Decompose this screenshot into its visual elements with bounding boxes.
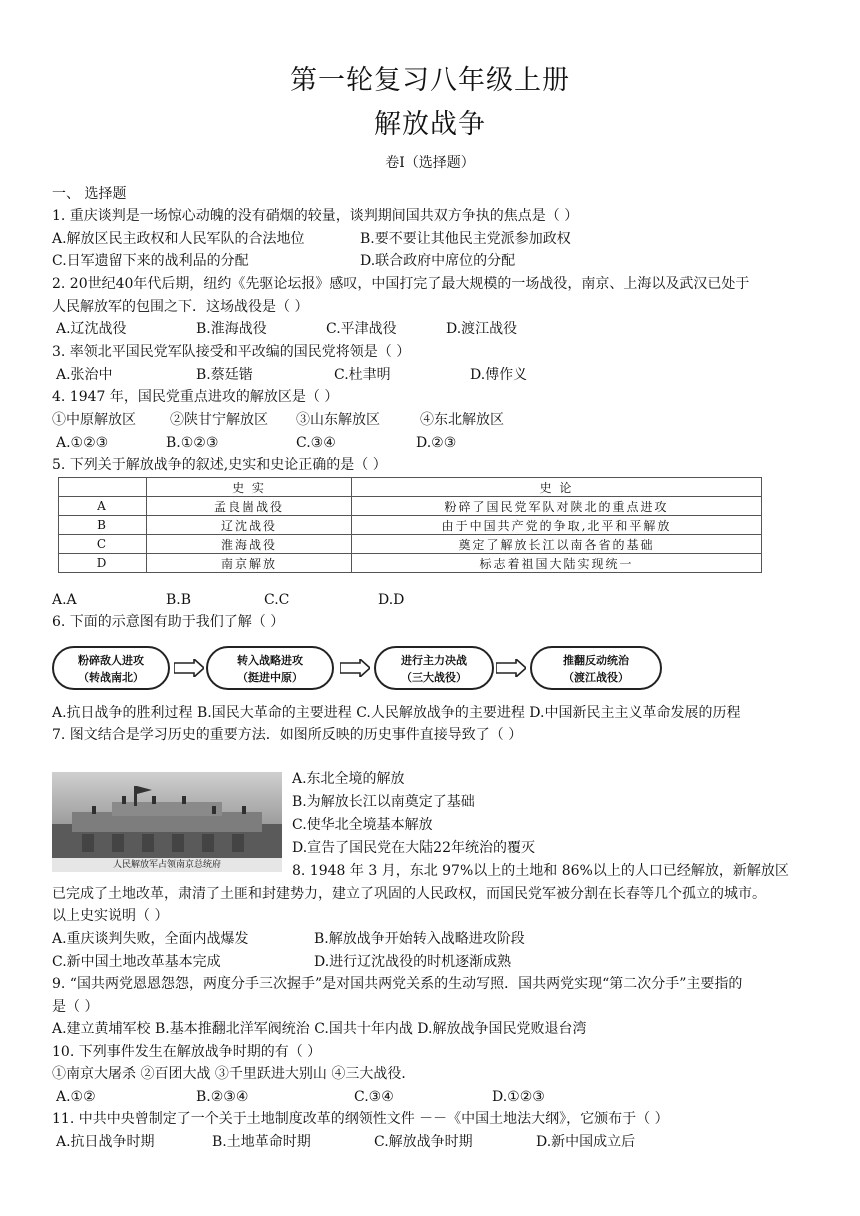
document-subtitle: 解放战争 <box>374 109 486 140</box>
q4-item-2: ②陕甘宁解放区 <box>170 412 268 428</box>
q4-stem: 4. 1947 年，国民党重点进攻的解放区是（ ） <box>52 389 339 405</box>
table-cell: 由于中国共产党的争取,北平和平解放 <box>352 516 762 535</box>
q2-stem-line1: 2. 20世纪40年代后期，纽约《先驱论坛报》感叹，中国打完了最大规模的一场战役，南京、上海以及武汉已处于 <box>52 276 750 292</box>
q7-option-c: C.使华北全境基本解放 <box>292 817 433 833</box>
table-cell: 粉碎了国民党军队对陕北的重点进攻 <box>352 497 762 516</box>
flow-step-title: 转入战略进攻 <box>237 654 303 667</box>
q9-stem-line2: 是（ ） <box>52 999 99 1015</box>
table-cell: A <box>59 497 147 516</box>
q3-stem: 3. 率领北平国民党军队接受和平改编的国民党将领是（ ） <box>52 344 411 360</box>
table-header-cell: 史 论 <box>352 478 762 497</box>
table-header-row <box>59 478 762 497</box>
q11-option-d: D.新中国成立后 <box>536 1134 636 1150</box>
photo-caption: 人民解放军占领南京总统府 <box>52 858 282 872</box>
double-arrow-icon <box>340 659 370 677</box>
table-header-cell <box>59 478 147 497</box>
q4-option-c: C.③④ <box>296 435 336 451</box>
q11-stem: 11. 中共中央曾制定了一个关于土地制度改革的纲领性文件 －－《中国土地法大纲》，它颁布于（ ） <box>52 1111 669 1127</box>
table-row <box>59 554 762 573</box>
table-cell: 淮海战役 <box>147 535 352 554</box>
q4-item-4: ④东北解放区 <box>420 412 504 428</box>
flow-step-2 <box>206 646 334 690</box>
q1-stem: 1. 重庆谈判是一场惊心动魄的没有硝烟的较量，谈判期间国共双方争执的焦点是（ ） <box>52 208 579 224</box>
table-cell: B <box>59 516 147 535</box>
q11-option-c: C.解放战争时期 <box>374 1134 473 1150</box>
q6-flow-diagram <box>52 646 672 694</box>
q2-option-a: A.辽沈战役 <box>56 321 127 337</box>
q4-option-a: A.①②③ <box>56 435 109 451</box>
q8-option-d: D.进行辽沈战役的时机逐渐成熟 <box>314 954 512 970</box>
q6-stem: 6. 下面的示意图有助于我们了解（ ） <box>52 614 285 630</box>
q5-option-a: A.A <box>52 592 77 608</box>
q4-option-d: D.②③ <box>416 435 457 451</box>
q10-option-b: B.②③④ <box>196 1089 249 1105</box>
table-cell: D <box>59 554 147 573</box>
q1-option-c: C.日军遗留下来的战利品的分配 <box>52 253 249 269</box>
q3-option-c: C.杜聿明 <box>334 367 391 383</box>
q10-option-d: D.①②③ <box>492 1089 545 1105</box>
q4-item-1: ①中原解放区 <box>52 412 136 428</box>
table-cell: 标志着祖国大陆实现统一 <box>352 554 762 573</box>
q3-option-b: B.蔡廷锴 <box>196 367 253 383</box>
q7-stem: 7. 图文结合是学习历史的重要方法．如图所反映的历史事件直接导致了（ ） <box>52 727 523 743</box>
q7-photo <box>52 772 282 872</box>
q1-option-b: B.要不要让其他民主党派参加政权 <box>360 231 571 247</box>
q4-item-3: ③山东解放区 <box>296 412 380 428</box>
q1-option-a: A.解放区民主政权和人民军队的合法地位 <box>52 231 305 247</box>
flow-step-note: （渡江战役） <box>563 671 629 684</box>
section-heading: 一、 选择题 <box>52 186 127 202</box>
table-header-cell: 史 实 <box>147 478 352 497</box>
flow-step-4 <box>530 646 662 690</box>
q9-options: A.建立黄埔军校 B.基本推翻北洋军阀统治 C.国共十年内战 D.解放战争国民党败退台湾 <box>52 1021 587 1037</box>
q9-stem-line1: 9. “国共两党恩恩怨怨，两度分手三次握手”是对国共两党关系的生动写照．国共两党实现“第二次分手”主要指的 <box>52 976 743 992</box>
q11-option-b: B.土地革命时期 <box>212 1134 311 1150</box>
flow-step-note: （三大战役） <box>401 671 467 684</box>
q8-option-c: C.新中国土地改革基本完成 <box>52 954 221 970</box>
flow-step-note: （转战南北） <box>78 671 144 684</box>
table-row <box>59 516 762 535</box>
flow-step-3 <box>374 646 494 690</box>
q5-option-d: D.D <box>378 592 405 608</box>
q7-option-b: B.为解放长江以南奠定了基础 <box>292 794 475 810</box>
q8-option-a: A.重庆谈判失败，全面内战爆发 <box>52 931 249 947</box>
double-arrow-icon <box>174 659 204 677</box>
q5-option-c: C.C <box>264 592 290 608</box>
table-cell: 南京解放 <box>147 554 352 573</box>
flow-step-note: （挺进中原） <box>237 671 303 684</box>
q8-stem-line1: 8. 1948 年 3 月，东北 97%以上的土地和 86%以上的人口已经解放，新解放区 <box>292 863 789 879</box>
q2-stem-line2: 人民解放军的包围之下．这场战役是（ ） <box>52 299 309 315</box>
q2-option-c: C.平津战役 <box>326 321 397 337</box>
q10-items: ①南京大屠杀 ②百团大战 ③千里跃进大别山 ④三大战役． <box>52 1066 416 1082</box>
q2-option-d: D.渡江战役 <box>446 321 518 337</box>
q10-option-a: A.①② <box>56 1089 96 1105</box>
q3-option-a: A.张治中 <box>56 367 113 383</box>
q10-stem: 10. 下列事件发生在解放战争时期的有（ ） <box>52 1044 322 1060</box>
q8-stem-line3: 以上史实说明（ ） <box>52 908 169 924</box>
flow-step-title: 推翻反动统治 <box>563 654 629 667</box>
q5-stem: 5. 下列关于解放战争的叙述,史实和史论正确的是（ ） <box>52 457 387 473</box>
table-cell: 奠定了解放长江以南各省的基础 <box>352 535 762 554</box>
q5-history-table <box>58 477 762 573</box>
q2-option-b: B.淮海战役 <box>196 321 267 337</box>
double-arrow-icon <box>496 659 526 677</box>
q8-stem-line2: 已完成了土地改革，肃清了土匪和封建势力，建立了巩固的人民政权，而国民党军被分割在长春等几个孤立的城市。 <box>52 886 766 902</box>
q7-option-d: D.宣告了国民党在大陆22年统治的覆灭 <box>292 840 535 856</box>
q4-option-b: B.①②③ <box>166 435 219 451</box>
q3-option-d: D.傅作义 <box>470 367 528 383</box>
document-title: 第一轮复习八年级上册 <box>290 65 570 96</box>
table-cell: 孟良崮战役 <box>147 497 352 516</box>
flow-step-title: 进行主力决战 <box>401 654 467 667</box>
flow-step-1 <box>52 646 170 690</box>
q8-option-b: B.解放战争开始转入战略进攻阶段 <box>314 931 525 947</box>
q7-option-a: A.东北全境的解放 <box>292 771 405 787</box>
table-row <box>59 535 762 554</box>
paper-section-label: 卷Ⅰ（选择题） <box>385 155 475 171</box>
q11-option-a: A.抗日战争时期 <box>56 1134 155 1150</box>
q5-option-b: B.B <box>166 592 192 608</box>
table-cell: 辽沈战役 <box>147 516 352 535</box>
q1-option-d: D.联合政府中席位的分配 <box>360 253 516 269</box>
building-photo-illustration <box>52 772 282 858</box>
flow-step-title: 粉碎敌人进攻 <box>78 654 144 667</box>
table-row <box>59 497 762 516</box>
q6-options: A.抗日战争的胜利过程 B.国民大革命的主要进程 C.人民解放战争的主要进程 D.中国新民主主义革命发展的历程 <box>52 705 741 721</box>
q10-option-c: C.③④ <box>354 1089 394 1105</box>
table-cell: C <box>59 535 147 554</box>
